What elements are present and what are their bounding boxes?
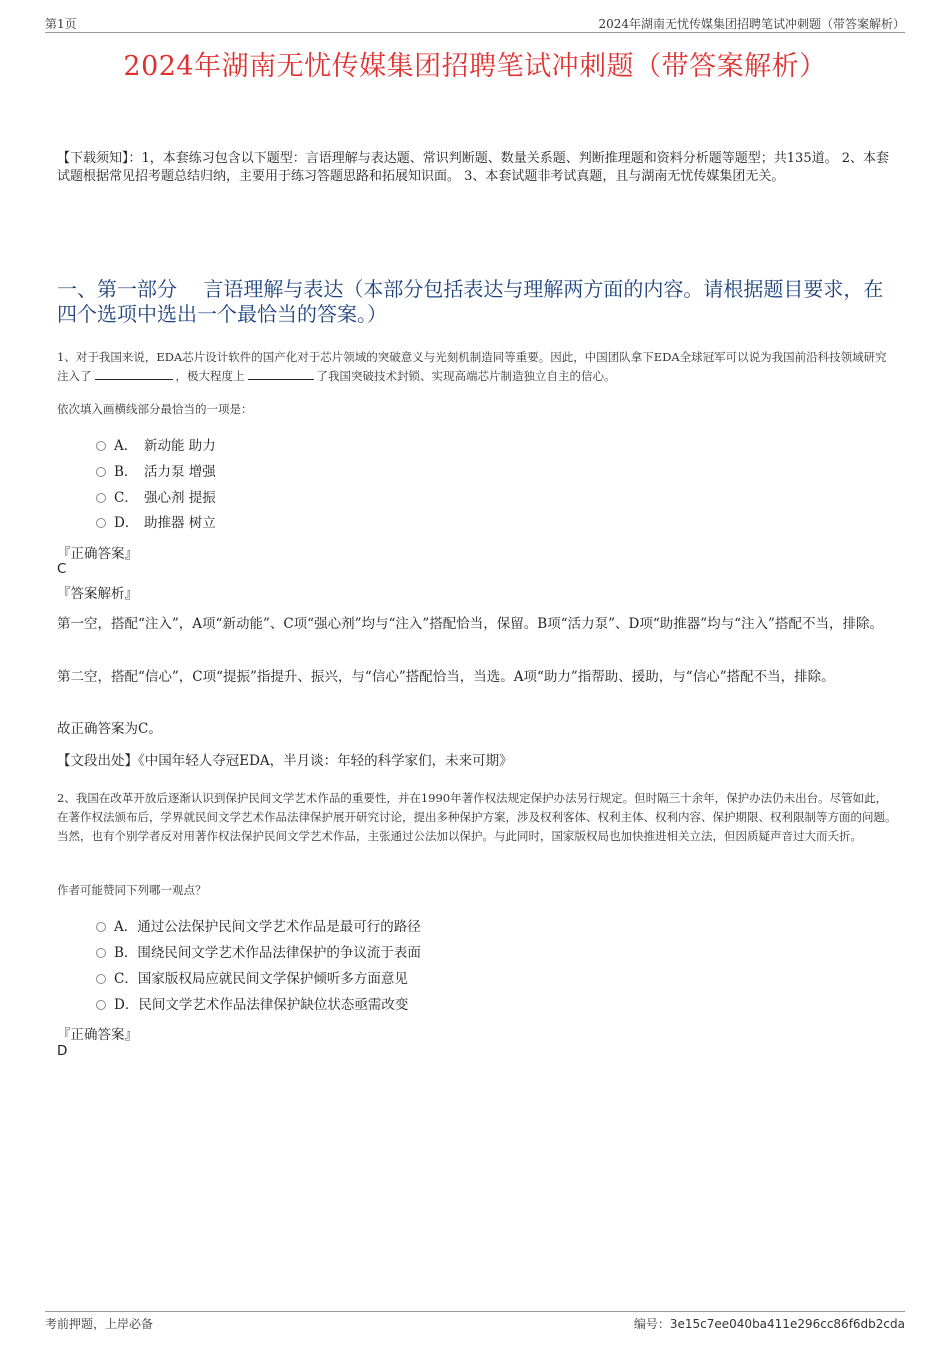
footer-code-label: 编号：	[633, 1317, 670, 1331]
option-text: 助推器 树立	[144, 515, 216, 531]
page-footer	[45, 1311, 905, 1331]
q1-analysis-3: 故正确答案为C。	[57, 721, 162, 737]
footer-code	[634, 1315, 905, 1332]
q1-option-a[interactable]	[96, 436, 216, 456]
option-label: C．	[114, 971, 138, 987]
radio-icon[interactable]	[96, 974, 106, 984]
question-2-prompt: 作者可能赞同下列哪一观点？	[57, 883, 207, 897]
q1-option-c[interactable]	[96, 488, 216, 508]
option-label: A．	[114, 919, 138, 935]
q1-analysis-mark: 『答案解析』	[57, 586, 138, 602]
q2-option-b[interactable]	[96, 943, 421, 963]
option-label: C．	[114, 490, 138, 506]
radio-icon[interactable]	[96, 493, 106, 503]
header-doc-title: 2024年湖南无忧传媒集团招聘笔试冲刺题（带答案解析）	[598, 17, 905, 31]
option-label: D．	[114, 997, 139, 1013]
q1-source: 【文段出处】《中国年轻人夺冠EDA，半月谈：年轻的科学家们，未来可期》	[57, 753, 513, 769]
q1-analysis-2: 第二空，搭配“信心”，C项“提振”指提升、振兴，与“信心”搭配恰当，当选。A项“助力”指帮助、援助，与“信心”搭配不当，排除。	[57, 669, 835, 685]
q1-answer: C	[57, 561, 67, 577]
radio-icon[interactable]	[96, 1000, 106, 1010]
q1-option-b[interactable]	[96, 462, 216, 482]
option-text: 强心剂 提振	[144, 490, 216, 506]
question-1-text	[57, 348, 897, 386]
radio-icon[interactable]	[96, 922, 106, 932]
option-text: 新动能 助力	[144, 438, 216, 454]
radio-icon[interactable]	[96, 948, 106, 958]
question-2-text: 2、我国在改革开放后逐渐认识到保护民间文学艺术作品的重要性，并在1990年著作权法规定保护办法另行规定。但时隔三十余年，保护办法仍未出台。尽管如此，在著作权法颁布后，学界就民间文学艺术作品法律保护展开研究讨论，提出多种保护方案，涉及权利客体、权利主体、权利内容、保护期限、权利限制等方面的问题。当然，也有个别学者反对用著作权法保护民间文学艺术作品，主张通过公法加以保护。与此同时，国家版权局也加快推进相关立法，但因质疑声音过大而夭折。	[57, 791, 897, 843]
question-1-text-a: 1、对于我国来说，EDA芯片设计软件的国产化对于芯片领域的突破意义与光刻机制造同等重要。因此，中国团队拿下EDA全球冠军可以说为我国前沿科技领域研究注入了	[57, 350, 887, 383]
page-number: 第1页	[45, 17, 77, 31]
option-text: 围绕民间文学艺术作品法律保护的争议流于表面	[137, 945, 421, 961]
radio-icon[interactable]	[96, 518, 106, 528]
q2-answer-mark: 『正确答案』	[57, 1027, 138, 1043]
q2-answer: D	[57, 1043, 68, 1059]
q1-answer-mark: 『正确答案』	[57, 546, 138, 562]
question-1-prompt: 依次填入画横线部分最恰当的一项是：	[57, 402, 253, 416]
page-header	[45, 14, 905, 33]
q1-analysis-1: 第一空，搭配“注入”，A项“新动能”、C项“强心剂”均与“注入”搭配恰当，保留。B项“活力泵”、D项“助推器”均与“注入”搭配不当，排除。	[57, 616, 883, 632]
q1-option-d[interactable]	[96, 513, 216, 533]
radio-icon[interactable]	[96, 441, 106, 451]
radio-icon[interactable]	[96, 467, 106, 477]
option-text: 民间文学艺术作品法律保护缺位状态亟需改变	[138, 997, 409, 1013]
q2-option-c[interactable]	[96, 969, 408, 989]
download-notice: 【下载须知】：1，本套练习包含以下题型：言语理解与表达题、常识判断题、数量关系题、判断推理题和资料分析题等题型；共135道。 2、本套试题根据常见招考题总结归纳，主要用于练习答题思路和拓展知识面。 3、本套试题非考试真题，且与湖南无忧传媒集团无关。	[57, 151, 889, 184]
option-label: B．	[114, 464, 138, 480]
option-text: 活力泵 增强	[144, 464, 216, 480]
option-label: D．	[114, 515, 139, 531]
section-heading: 一、第一部分 言语理解与表达（本部分包括表达与理解两方面的内容。请根据题目要求，在四个选项中选出一个最恰当的答案。）	[57, 277, 884, 326]
option-label: B．	[114, 945, 138, 961]
question-1-text-c: 了我国突破技术封锁、实现高端芯片制造独立自主的信心。	[316, 369, 616, 383]
q2-option-d[interactable]	[96, 995, 408, 1015]
footer-code-value: 3e15c7ee040ba411e296cc86f6db2cda	[669, 1317, 905, 1331]
option-text: 国家版权局应就民间文学保护倾听多方面意见	[137, 971, 408, 987]
option-label: A．	[114, 438, 138, 454]
footer-slogan: 考前押题，上岸必备	[45, 1317, 154, 1331]
fill-blank-2	[248, 369, 314, 380]
question-1-text-b: ，极大程度上	[175, 369, 245, 383]
q2-option-a[interactable]	[96, 917, 421, 937]
fill-blank-1	[95, 369, 173, 380]
option-text: 通过公法保护民间文学艺术作品是最可行的路径	[137, 919, 421, 935]
page-title: 2024年湖南无忧传媒集团招聘笔试冲刺题（带答案解析）	[123, 51, 827, 82]
